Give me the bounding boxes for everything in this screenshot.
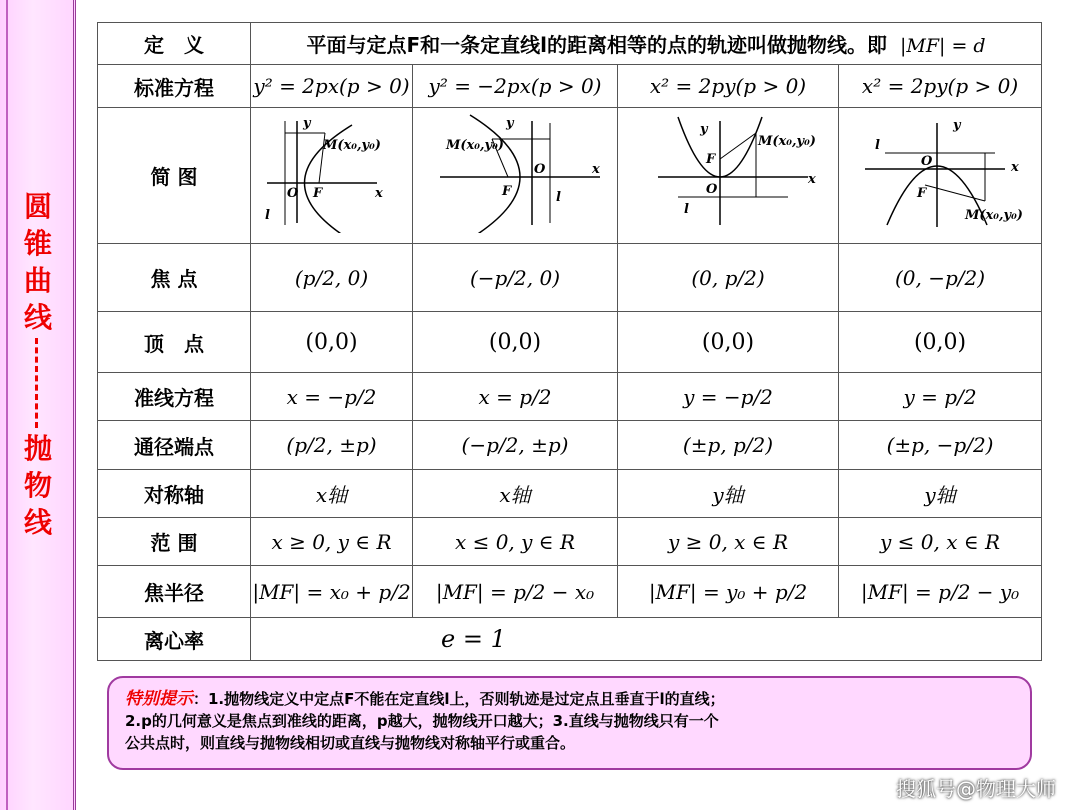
sketch-4-o: O <box>921 154 933 169</box>
label-eccentricity: 离心率 <box>98 618 251 661</box>
sketch-3-o: O <box>706 182 718 197</box>
sketch-1-l: l <box>264 208 270 223</box>
row-vertex <box>98 312 1042 373</box>
axis-4: y轴 <box>839 470 1042 518</box>
sketch-4-f: F <box>917 186 927 201</box>
note-line-1-text: ：1.抛物线定义中定点F不能在定直线l上，否则轨迹是过定点且垂直于l的直线； <box>193 690 725 708</box>
sketch-2-y: y <box>506 116 514 131</box>
sidebar <box>0 0 76 810</box>
label-vertex: 顶 点 <box>98 312 251 373</box>
definition-formula: |MF| = d <box>899 35 986 57</box>
label-standard-equation: 标准方程 <box>98 65 251 108</box>
sidebar-title-top: 圆锥曲线 <box>24 190 53 334</box>
sketch-4-m: M(x₀,y₀) <box>965 208 1023 223</box>
focus-2: (−p/2, 0) <box>413 244 618 312</box>
directrix-4: y = p/2 <box>839 373 1042 421</box>
latus-4: (±p, −p/2) <box>839 421 1042 470</box>
range-2: x ≤ 0, y ∈ R <box>413 518 618 566</box>
sketch-right-opening <box>257 113 407 233</box>
row-sketch <box>98 108 1042 244</box>
directrix-1: x = −p/2 <box>251 373 413 421</box>
axis-3: y轴 <box>618 470 839 518</box>
sketch-3-m: M(x₀,y₀) <box>758 134 816 149</box>
definition-text: 平面与定点F和一条定直线l的距离相等的点的轨迹叫做抛物线。即 <box>306 33 887 57</box>
label-sketch: 简 图 <box>98 108 251 244</box>
label-focus: 焦 点 <box>98 244 251 312</box>
sketch-cell-4 <box>839 108 1042 244</box>
special-tips-box <box>107 676 1032 770</box>
sidebar-border-line <box>6 0 8 810</box>
note-line-2: 2.p的几何意义是焦点到准线的距离，p越大，抛物线开口越大；3.直线与抛物线只有一个 <box>125 712 719 730</box>
equation-3: x² = 2py(p > 0) <box>618 65 839 108</box>
sketch-4-x: x <box>1011 160 1019 175</box>
row-latus-rectum <box>98 421 1042 470</box>
sketch-left-opening <box>420 113 610 233</box>
sketch-2-f: F <box>502 184 512 199</box>
sketch-4-l: l <box>875 138 880 153</box>
vertex-3: (0,0) <box>618 312 839 373</box>
axis-1: x轴 <box>251 470 413 518</box>
definition-cell <box>251 23 1042 65</box>
sketch-3-f: F <box>706 152 716 167</box>
label-definition: 定 义 <box>98 23 251 65</box>
sketch-2-o: O <box>534 162 546 177</box>
focal-radius-4: |MF| = p/2 − y₀ <box>839 566 1042 618</box>
sketch-down-opening <box>845 113 1035 233</box>
latus-3: (±p, p/2) <box>618 421 839 470</box>
sketch-4-y: y <box>953 118 961 133</box>
label-focal-radius: 焦半径 <box>98 566 251 618</box>
sketch-1-f: F <box>312 186 322 201</box>
label-directrix: 准线方程 <box>98 373 251 421</box>
eccentricity-value: e = 1 <box>251 618 1042 661</box>
row-standard-equation <box>98 65 1042 108</box>
label-latus-rectum: 通径端点 <box>98 421 251 470</box>
vertex-2: (0,0) <box>413 312 618 373</box>
row-directrix <box>98 373 1042 421</box>
label-axis: 对称轴 <box>98 470 251 518</box>
latus-2: (−p/2, ±p) <box>413 421 618 470</box>
sketch-3-x: x <box>808 172 816 187</box>
label-range: 范 围 <box>98 518 251 566</box>
note-line-3: 公共点时，则直线与抛物线相切或直线与抛物线对称轴平行或重合。 <box>125 734 576 752</box>
sketch-3-l: l <box>684 202 689 217</box>
sketch-2-l: l <box>556 190 561 205</box>
latus-1: (p/2, ±p) <box>251 421 413 470</box>
focus-1: (p/2, 0) <box>251 244 413 312</box>
range-4: y ≤ 0, x ∈ R <box>839 518 1042 566</box>
row-axis <box>98 470 1042 518</box>
directrix-3: y = −p/2 <box>618 373 839 421</box>
sketch-1-o: O <box>286 186 298 201</box>
sidebar-title-dash <box>35 338 42 428</box>
sketch-cell-1 <box>251 108 413 244</box>
row-focal-radius <box>98 566 1042 618</box>
note-label: 特别提示 <box>125 689 193 709</box>
range-3: y ≥ 0, x ∈ R <box>618 518 839 566</box>
focus-4: (0, −p/2) <box>839 244 1042 312</box>
sketch-2-x: x <box>592 162 600 177</box>
sketch-1-m: M(x₀,y₀) <box>322 138 381 153</box>
sketch-up-opening <box>628 113 828 233</box>
equation-2: y² = −2px(p > 0) <box>413 65 618 108</box>
sketch-cell-2 <box>413 108 618 244</box>
focal-radius-2: |MF| = p/2 − x₀ <box>413 566 618 618</box>
sketch-1-y: y <box>302 116 311 131</box>
watermark: 搜狐号@物理大师 <box>896 777 1056 801</box>
sketch-cell-3 <box>618 108 839 244</box>
note-line-1 <box>125 688 1014 710</box>
row-eccentricity <box>98 618 1042 661</box>
sketch-1-x: x <box>374 186 383 201</box>
vertex-1: (0,0) <box>251 312 413 373</box>
focal-radius-1: |MF| = x₀ + p/2 <box>251 566 413 618</box>
axis-2: x轴 <box>413 470 618 518</box>
vertex-4: (0,0) <box>839 312 1042 373</box>
sidebar-title <box>16 188 60 541</box>
sidebar-title-bottom: 抛物线 <box>24 432 53 539</box>
row-focus <box>98 244 1042 312</box>
focal-radius-3: |MF| = y₀ + p/2 <box>618 566 839 618</box>
focus-3: (0, p/2) <box>618 244 839 312</box>
directrix-2: x = p/2 <box>413 373 618 421</box>
sketch-2-m: M(x₀,y₀) <box>446 138 504 153</box>
sketch-3-y: y <box>700 122 708 137</box>
equation-1: y² = 2px(p > 0) <box>251 65 413 108</box>
parabola-properties-table <box>97 22 1042 661</box>
row-definition <box>98 23 1042 65</box>
equation-4: x² = 2py(p > 0) <box>839 65 1042 108</box>
range-1: x ≥ 0, y ∈ R <box>251 518 413 566</box>
row-range <box>98 518 1042 566</box>
